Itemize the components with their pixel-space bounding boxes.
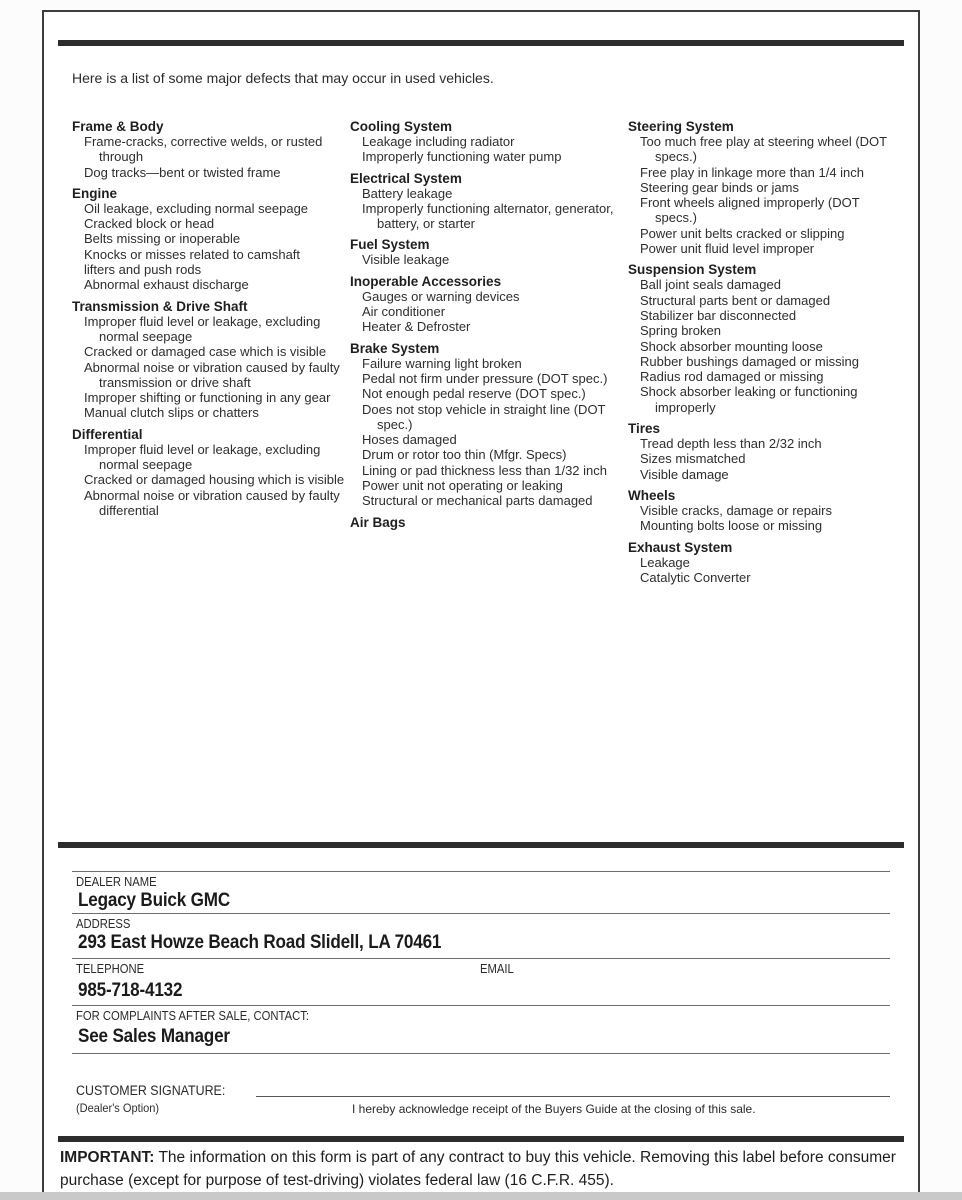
defect-item: Rubber bushings damaged or missing xyxy=(640,353,859,369)
defect-item: Visible damage xyxy=(640,466,729,482)
defects-column-middle xyxy=(350,119,628,585)
defect-item: Radius rod damaged or missing xyxy=(640,369,824,385)
defect-item: Front wheels aligned improperly (DOT specs.) xyxy=(640,195,860,226)
defect-item: Frame-cracks, corrective welds, or rusted through xyxy=(84,134,323,165)
defect-item: Tread depth less than 2/32 inch xyxy=(640,436,822,452)
defect-item: Belts missing or inoperable xyxy=(84,231,241,247)
defect-section-title: Fuel System xyxy=(350,237,430,253)
address-value: 293 East Howze Beach Road Slidell, LA 70461 xyxy=(78,932,442,953)
defect-item: Knocks or misses related to camshaft xyxy=(84,246,301,262)
defect-item: Manual clutch slips or chatters xyxy=(84,405,259,421)
footer-divider-bar xyxy=(58,1136,904,1142)
defect-item: Heater & Defroster xyxy=(362,319,471,335)
defect-item: Improper fluid level or leakage, excluding normal seepage xyxy=(84,441,321,473)
defect-item: Stabilizer bar disconnected xyxy=(640,307,797,323)
defect-item: Structural or mechanical parts damaged xyxy=(362,493,593,509)
telephone-value: 985-718-4132 xyxy=(78,980,183,1001)
defect-item: Visible leakage xyxy=(362,252,450,268)
form-rule xyxy=(72,871,890,872)
defect-section-title: Wheels xyxy=(628,487,676,503)
defect-item: Cracked block or head xyxy=(84,216,215,232)
defect-section-title: Differential xyxy=(72,426,143,442)
defect-section-title: Electrical System xyxy=(350,170,462,186)
defects-intro-text: Here is a list of some major defects that may occur in used vehicles. xyxy=(72,70,494,86)
defect-section-title: Suspension System xyxy=(628,262,757,278)
customer-signature-label: CUSTOMER SIGNATURE: xyxy=(76,1083,226,1098)
acknowledgement-note: I hereby acknowledge receipt of the Buyers Guide at the closing of this sale. xyxy=(352,1102,756,1116)
defect-item: Too much free play at steering wheel (DOT specs.) xyxy=(640,134,887,165)
telephone-label: TELEPHONE xyxy=(76,962,145,976)
defect-section-title: Brake System xyxy=(350,340,440,356)
dealers-option-label: (Dealer's Option) xyxy=(76,1101,160,1115)
defect-item: Power unit belts cracked or slipping xyxy=(640,225,845,241)
dealer-name-label: DEALER NAME xyxy=(76,875,157,889)
defect-item: Catalytic Converter xyxy=(640,569,751,585)
defect-item: Leakage including radiator xyxy=(362,134,515,149)
complaints-value: See Sales Manager xyxy=(78,1026,230,1047)
defect-section-title: Air Bags xyxy=(350,514,406,530)
defect-item: Improper shifting or functioning in any gear xyxy=(84,390,331,406)
defect-section-title: Exhaust System xyxy=(628,539,733,555)
customer-signature-line xyxy=(256,1083,890,1097)
defects-column-right xyxy=(628,119,894,585)
defect-item: Power unit not operating or leaking xyxy=(362,478,563,494)
defect-item: Leakage xyxy=(640,554,690,570)
defect-item: Improper fluid level or leakage, excluding normal seepage xyxy=(84,313,321,344)
defect-item: Battery leakage xyxy=(362,185,453,201)
defect-item: Abnormal noise or vibration caused by faulty transmission or drive shaft xyxy=(84,359,340,390)
defect-item: Pedal not firm under pressure (DOT spec.) xyxy=(362,370,608,386)
important-notice xyxy=(60,1146,906,1192)
address-label: ADDRESS xyxy=(76,917,131,931)
defect-item: Cracked or damaged case which is visible xyxy=(84,344,327,360)
defect-item: Power unit fluid level improper xyxy=(640,241,815,257)
top-divider-bar xyxy=(58,40,904,46)
defect-item: Ball joint seals damaged xyxy=(640,277,781,293)
defect-item: Lining or pad thickness less than 1/32 inch xyxy=(362,462,607,478)
dealer-name-value: Legacy Buick GMC xyxy=(78,890,231,911)
defect-item: Cracked or damaged housing which is visible xyxy=(84,472,345,488)
defect-item: Hoses damaged xyxy=(362,432,457,448)
defect-item: Air conditioner xyxy=(362,304,446,320)
important-notice-lead: IMPORTANT: xyxy=(60,1149,155,1166)
defect-item: Steering gear binds or jams xyxy=(640,179,799,195)
defects-column-left xyxy=(72,119,350,585)
form-rule xyxy=(72,1053,890,1054)
defect-item: Oil leakage, excluding normal seepage xyxy=(84,200,309,216)
defect-item: Not enough pedal reserve (DOT spec.) xyxy=(362,386,586,402)
defects-list xyxy=(72,119,894,585)
defect-item: Drum or rotor too thin (Mfgr. Specs) xyxy=(362,447,567,463)
defect-item: lifters and push rods xyxy=(84,262,202,278)
form-rule xyxy=(72,1005,890,1006)
defect-section-title: Transmission & Drive Shaft xyxy=(72,298,248,314)
defect-item: Does not stop vehicle in straight line (DOT spec.) xyxy=(362,401,606,432)
important-notice-text: The information on this form is part of any contract to buy this vehicle. Removing this label before consumer purchase (except for purpose of test-driving) violates federal law (16 C.F.R. 455). xyxy=(60,1149,896,1189)
defect-item: Abnormal noise or vibration caused by faulty differential xyxy=(84,487,340,518)
defect-item: Abnormal exhaust discharge xyxy=(84,277,249,293)
defect-item: Visible cracks, damage or repairs xyxy=(640,502,832,518)
defect-item: Improperly functioning water pump xyxy=(362,149,562,165)
defect-section-title: Frame & Body xyxy=(72,119,164,134)
mid-divider-bar xyxy=(58,842,904,848)
defect-item: Mounting bolts loose or missing xyxy=(640,518,823,534)
defect-item: Gauges or warning devices xyxy=(362,288,520,304)
defect-section-title: Tires xyxy=(628,421,661,437)
defect-item: Dog tracks—bent or twisted frame xyxy=(84,164,281,180)
defect-section-title: Engine xyxy=(72,185,118,201)
defect-item: Free play in linkage more than 1/4 inch xyxy=(640,164,865,180)
defect-item: Failure warning light broken xyxy=(362,355,522,371)
form-rule xyxy=(72,958,890,959)
email-label: EMAIL xyxy=(480,962,514,976)
scan-edge-strip xyxy=(0,1192,962,1200)
defect-item: Improperly functioning alternator, generator, battery, or starter xyxy=(362,200,614,232)
form-rule xyxy=(72,913,890,914)
complaints-label: FOR COMPLAINTS AFTER SALE, CONTACT: xyxy=(76,1009,309,1023)
defect-item: Sizes mismatched xyxy=(640,451,746,467)
defect-section-title: Inoperable Accessories xyxy=(350,273,502,289)
defect-item: Shock absorber leaking or functioning improperly xyxy=(640,384,858,415)
defect-item: Shock absorber mounting loose xyxy=(640,338,823,354)
defect-section-title: Cooling System xyxy=(350,119,453,134)
defect-item: Spring broken xyxy=(640,323,721,339)
defect-item: Structural parts bent or damaged xyxy=(640,292,831,308)
defect-section-title: Steering System xyxy=(628,119,734,134)
